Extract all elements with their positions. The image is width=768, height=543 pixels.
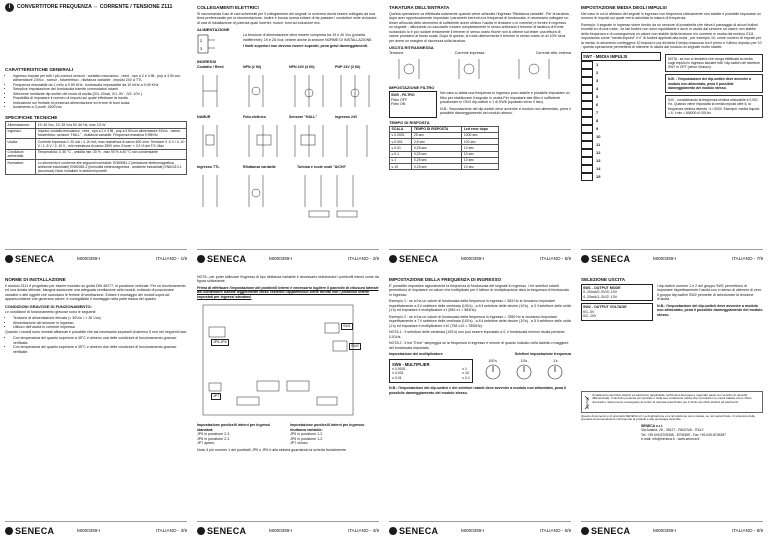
- table-cell: ≤ 10: [390, 164, 412, 170]
- input-label: Riluttanza variabile: [243, 165, 276, 170]
- doc-code: MI000359-I: [77, 256, 101, 261]
- page-7: [576, 0, 768, 271]
- example-2: Esempio 2 : se si ha un valore di fondoscala della frequenza in ingresso = 7850 Hz si dovranno impostare rispettivamente a 7 il selettore delle centinaia (100's) , a 8 il selettore delle decine (10's) , a 5 il selettore delle unità (1's) ed impostare il moltiplicatore x10 (758 x10 = 7850Hz).: [389, 314, 571, 328]
- install-text: Il modulo Z111 è progettato per essere montato su guida DIN 46277, in posizione verticale. Per un funzionamento ed una durata ottimale, bisogna assicurare una adeguata ventilazione al/ai moduli, evitando di posizionare canaline o altri oggetti che occludano le feritoie di ventilazione. Evitare il montaggio dei moduli sopra ad apparecchiature che generano calore; è consigliabile il montaggio nella parte bassa del quadro.: [5, 283, 186, 302]
- crossed-bin-icon: [584, 394, 589, 410]
- page-footer: [389, 521, 571, 540]
- dip-switch-toggle[interactable]: [581, 101, 593, 109]
- section-heading: IMPOSTAZIONE MEDIA DEGLI IMPULSI: [581, 5, 667, 10]
- dip-switch-toggle[interactable]: [581, 165, 593, 173]
- dip-switch-number: 9: [596, 126, 599, 132]
- dip-switch-number: 15: [596, 174, 601, 180]
- rotary-selector[interactable]: [484, 359, 502, 384]
- doc-code: MI000359-I: [77, 528, 101, 533]
- power-text: La tensione di alimentazione deve essere compresa tra 19 e 40 Vcc (polarità indifferente), 19 e 28 Vca; vedere anche la sezione NORME DI INSTALLAZIONE.: [243, 33, 373, 42]
- dip-switch-number: 5: [596, 94, 599, 100]
- doc-code: MI000359-I: [269, 528, 293, 533]
- condition-item: • Con temperatura del quadro superiore a 35°C e almeno due delle condizioni di funzionamento gravose verificate.: [13, 345, 187, 354]
- table-cell: 10 sec: [462, 164, 499, 170]
- rotary-selectors: [477, 359, 571, 384]
- feature-item: • Frequenza misurabile da 1 mHz a 9,99 KHz, fondoscala impostabile da 10 mHz a 9,99 KHz: [13, 83, 187, 87]
- feature-item: • Isolamento a 3 punti: 1500Vca: [13, 105, 187, 109]
- dip-switch-number: 11: [596, 142, 601, 148]
- table-cell: 1000 sec: [462, 132, 499, 138]
- inputs-row1-svg: [197, 71, 379, 111]
- dip-switch[interactable]: [581, 149, 661, 157]
- power-note: I limiti superiori non devono essere superati, pena gravi danneggiamenti.: [243, 44, 369, 49]
- spec-value: 19..40 Vcc, 19..28 Vca 50..60 Hz, max 2.5 W: [36, 122, 187, 128]
- response-time-table: [389, 126, 499, 171]
- dip-switch[interactable]: [581, 133, 661, 141]
- input-label: Foto-elettrico: [243, 115, 266, 120]
- feature-item: • Ingresso impulsi per tutti i più comuni sensori : contatto meccanico , reed , npn a 2 e 3 fili , pnp a 3 fili con alimentatore 24Vcc , namur , fotoelettrico , riluttanza variabile , impulsi 24V a TTL: [13, 74, 187, 83]
- power-heading: ALIMENTAZIONE: [197, 27, 230, 33]
- spec-key: Condizioni ambientali:: [6, 149, 36, 160]
- company-name: SENECA s.r.l.: [641, 424, 663, 429]
- filter-note: N.B.: l'impostazione dei dip-switch deve avvenire a modulo non alimentato, pena il possibile danneggiamento del modulo stesso.: [440, 106, 571, 116]
- section-heading: COLLEGAMENTI ELETTRICI: [197, 5, 259, 10]
- example-1: Esempio 1 : se si ha un valore di fondoscala della frequenza in ingresso = 583 Hz si dovranno impostare rispettivamente a 5 il selettore delle centinaia (100's) , a 8 il selettore delle decine (10's) , a 3 il selettore delle unità (1's) ed impostare il moltiplicatore x1 (583 x1 = 583Hz).: [389, 299, 571, 313]
- info-icon: i: [5, 3, 14, 12]
- average-text: Nel caso in cui si abbiano dei segnali in ingresso con frequenza ciclicamente non stabile è possibile impostare un numero di impulsi sul quale verrà calcolata la misura di frequenza.: [581, 11, 761, 21]
- doc-code: MI000359-I: [653, 256, 677, 261]
- sw2-block[interactable]: [581, 303, 653, 320]
- filter-heading: IMPOSTAZIONE FILTRO: [389, 85, 435, 91]
- table-row: [390, 164, 499, 170]
- spec-value: Lo strumento è conforme alle seguenti normative: EN50081-2 (emissione elettromagnetica , ambiente industriale) EN50082-2 (immunità elettromagnetica , ambiente industriale) EN61010-1 (sicurezza) Nota: Installare in ambienti protetti: [36, 160, 187, 175]
- dip-warning: N.B.: l'impostazione dei dip-switch deve avvenire a modulo non alimentato, pena il possibile danneggiamento del modulo stesso.: [657, 303, 763, 317]
- seneca-logo: SENECA: [581, 526, 630, 537]
- company-info: [641, 424, 763, 441]
- conditions-text: Le condizioni di funzionamento gravose sono le seguenti:: [5, 309, 97, 314]
- jumper-item: JP5 in posizione 2-3: [197, 432, 230, 437]
- dip-switch[interactable]: [581, 85, 661, 93]
- dip-switch-number: 6: [596, 102, 599, 108]
- dip-switch[interactable]: [581, 141, 661, 149]
- jumper-label: SW1: [343, 324, 351, 329]
- calibration-text: Questa operazione va effettuata solamente quando viene utilizzato l'ingresso 'Riluttanza variabile'. Per la taratura , dopo aver opportunamente impostato i parametri inerenti a la frequenza di fondoscala, è necessario collegare un tester all'uscita dello strumento di sufficiente avere utilizzo l'uscita in tensione o in corrente) e fornire in ingresso un segnale , utilizzando un cacciavite ruotare completamente in senso antiorario il trimmer di taratura di fronte ruotandolo lo è poi ruotare lentamente il trimmer in senso orario finché non si ottiene sul tester una lettura di valore prossimo al fondo scala. Dopo di questo, si ruota ulteriormente il trimmer in senso orario di un 10% circa per avere un margine di sicurezza sulla taratura.: [389, 11, 571, 43]
- rotary-selector[interactable]: [515, 359, 533, 384]
- sw6-multiplier-block[interactable]: [389, 359, 473, 384]
- sw7-switches: [581, 61, 661, 186]
- doc-code: MI000359-I: [461, 528, 485, 533]
- multiplier-option: x 0.0001: [392, 366, 406, 371]
- dip-switch-toggle[interactable]: [581, 149, 593, 157]
- multiplier-option: x 0.1: [462, 375, 470, 380]
- reluctance-jumpers: [290, 423, 379, 445]
- spec-table: [5, 121, 187, 175]
- warning-text: Prima di effettuare l'impostazione dei ponticelli interni è necessario togliere il pannello di chiusura laterale del contenitore tramite leggermente verso l'esterno l'apparecchio viene fornito con i ponticelli interni impostati per ingressi standard.: [197, 285, 379, 299]
- sw5-label: SW5 - FILTRO: [391, 93, 415, 98]
- section-heading: IMPOSTAZIONE DELLA FREQUENZA DI INGRESSO: [389, 277, 502, 282]
- feature-item: • Possibilità di impostare il numero di impulsi sul quale effettuare la media: [13, 96, 187, 100]
- dip-switch[interactable]: [581, 69, 661, 77]
- condition-item: • Utilizzo dell'uscita in corrente impressa: [13, 325, 187, 329]
- table-cell: 10 sec: [462, 145, 499, 151]
- input-label: Ingresso TTL: [197, 165, 220, 170]
- sw5-filter-switch[interactable]: [389, 91, 437, 117]
- page-number: ITALIANO - 6/8: [539, 528, 571, 533]
- table-row: [6, 139, 187, 150]
- sw1-block[interactable]: [581, 284, 653, 301]
- output-label: Tensione: [389, 51, 404, 56]
- frequency-note: N.B. : considerando la frequenza minima misurabile è 0,001 Hz. Quando viene impostata la media impulsi oltre 6, la frequenza minima diventa : k / 6000. Esempio: media impulsi = 6, f min = 6/6000=0.001Hz: [665, 95, 763, 118]
- filter-on-label: Filtro ON: [391, 102, 406, 107]
- feature-item: • Indicazione sul frontale di presenza alimentazione ed errore di fuori scala.: [13, 101, 187, 105]
- jumper-item: JP6 in posizione 2-3: [197, 436, 230, 441]
- disposal-text: Smaltimento dei rifiuti elettrici ed elettronici (applicabile nell'Unione Europea e negli altri paesi con servizio di raccolta differenziata). Il simbolo presente sul prodotto o sulla sua confezione indica che il prodotto non verrà trattato come rifiuto domestico. Sarà invece consegnato al centro di raccolta autorizzato per il riciclo dei rifiuti elettrici ed elettronici.: [592, 392, 752, 405]
- rotary-dial-icon: [484, 363, 502, 381]
- conditions-heading: CONDIZIONI GRAVOSE DI FUNZIONAMENTO:: [5, 303, 92, 309]
- dip-switch[interactable]: [581, 61, 661, 69]
- dip-switch-number: 14: [596, 166, 601, 172]
- dip-switch-number: 7: [596, 110, 599, 116]
- dip-switch-toggle[interactable]: [581, 61, 593, 69]
- input-label: NPN 24V (3 fili): [289, 65, 315, 70]
- page-1: [0, 0, 192, 271]
- page-4: [192, 272, 384, 543]
- standard-jumpers: [197, 423, 286, 445]
- dip-switch[interactable]: [581, 173, 661, 181]
- table-row: [6, 128, 187, 139]
- standard-caption: Impostazione ponticelli interni per ingressi standard:: [197, 423, 271, 432]
- table-cell: 0,25 sec: [412, 151, 462, 157]
- conditions-list-2: [5, 336, 187, 354]
- output-wiring-diagram: [389, 56, 569, 82]
- seneca-logo: SENECA: [5, 526, 54, 537]
- table-cell: ≤ 0.0001: [390, 132, 412, 138]
- conditions-list: [5, 316, 187, 329]
- seneca-logo: SENECA: [389, 254, 438, 265]
- table-cell: ≤ 0.01: [390, 145, 412, 151]
- spec-value: Impulsi: contatto meccanico , reed , npn a 2 e 3 fili , pnp a 3 fili con alimentatore 24Vcc , namur , fotoelettrico ,sensore "HALL" , riluttanza variabile. Frequenza massima 9,99KHz: [36, 128, 187, 139]
- dip-switch-toggle[interactable]: [581, 125, 593, 133]
- page-title: CONVERTITORE FREQUENZA ⇔ CORRENTE / TENSIONE Z111: [17, 4, 173, 11]
- section-heading: NORME DI INSTALLAZIONE: [5, 277, 66, 282]
- frequency-text: E' possibile impostare agevolmente la frequenza di fondoscala del segnale in ingresso. I tre selettori rotanti permettono di impostare un valore che moltiplicato per il fattore di moltiplicazione darà la frequenza di fondoscala in ingresso.: [389, 283, 569, 297]
- rotary-label: 10's: [520, 358, 528, 363]
- inputs-row2-svg: [197, 121, 379, 161]
- doc-code: MI000359-I: [653, 528, 677, 533]
- condition-item: • Alimentazione del sensore in ingresso: [13, 321, 187, 325]
- board-diagram: [197, 301, 379, 421]
- spec-value: Corrente impressa 0..20 mA / 4..20 mA, max resistenza di carico 600 ohm. Tensione 0..5 V / 0..10 V / 1..5 V / 2..10 V , min resistenza di carico 2500 ohm. Errore: < 0.3 % del F.S. Max: [36, 139, 187, 150]
- dip-switch-toggle[interactable]: [581, 157, 593, 165]
- dip-switch[interactable]: [581, 109, 661, 117]
- jumper-label: SW2: [351, 344, 359, 349]
- jumper-item: JP7 chiuso: [290, 441, 308, 446]
- page-2: [192, 0, 384, 271]
- dip-switch-toggle[interactable]: [581, 133, 593, 141]
- multiplier-title: Impostazione del moltiplicatore: [389, 352, 443, 357]
- table-cell: 100 sec: [462, 139, 499, 145]
- dip-switch-number: 1: [596, 62, 599, 68]
- table-cell: ≤ 1: [390, 157, 412, 163]
- page-5: [384, 0, 576, 271]
- column-header: Led error dopo: [462, 126, 499, 132]
- sw2-option: 0/2..10V: [583, 314, 597, 319]
- dip-switch-toggle[interactable]: [581, 141, 593, 149]
- dip-switch-toggle[interactable]: [581, 93, 593, 101]
- dip-switch-number: 12: [596, 150, 601, 156]
- board-svg: [197, 301, 377, 421]
- dip-switch-number: 3: [596, 78, 599, 84]
- section-heading: SELEZIONE USCITA: [581, 277, 626, 282]
- table-cell: 2,5 sec: [412, 139, 462, 145]
- disposal-box: [581, 391, 763, 413]
- company-email[interactable]: e-mail: info@seneca.it - www.seneca.it: [641, 436, 700, 441]
- dip-switch[interactable]: [581, 125, 661, 133]
- page-footer: [5, 249, 187, 268]
- jumper-item: JP6 in posizione 1-2: [290, 436, 323, 441]
- inputs-diagram: [197, 65, 379, 225]
- filter-off-label: Filtro OFF: [391, 97, 408, 102]
- dip-switch[interactable]: [581, 77, 661, 85]
- condition-item: • Con temperatura del quadro superiore a 45°C e almeno una delle condizioni di funzionamento gravose verificata.: [13, 336, 187, 345]
- multiplier-option: x 0.001: [392, 371, 404, 376]
- section-heading: TARATURA DELL'ENTRATA: [389, 5, 450, 10]
- seneca-logo: SENECA: [389, 526, 438, 537]
- page-footer: [197, 521, 379, 540]
- page-footer: [5, 521, 187, 540]
- page-number: ITALIANO - 8/8: [731, 528, 763, 533]
- sw1-option: 0..20mA/0..5V/0..10V: [583, 290, 618, 295]
- average-example: Esempio: il segnale in ingresso viene fornito da un sensore di prossimità che rileva il passaggio di alcuni bulloni montati su di una ruota ; se tali bulloni non sono equidistanti e anch in uscita dal sensore un valore non stabile della frequenza e di conseguenza un valore non stabile della tensione e/o corrente in uscita dal modulo Z111. Impostando come "media impulsi" il n° di bulloni applicati alla ruota , per esempio 10, come numero di impulsi per la media, lo strumento conteggerà 10 impulsi e poi dividerà il tempo trascorso tra il primo e l'ultimo impulso per 10 : questa operazione permetterà di ottenere in uscita dal modulo un segnale molto stabile.: [581, 22, 762, 50]
- rotary-dial-icon: [546, 363, 564, 381]
- dip-switch-toggle[interactable]: [581, 173, 593, 181]
- sw2-option: 0/1..5V: [583, 309, 595, 314]
- dip-switch-number: 2: [596, 70, 599, 76]
- dip-switch[interactable]: [581, 165, 661, 173]
- nota-2: NOTA 2 : Il led "Error" lampeggia se la frequenza in ingresso è minore di quanto indicato nella tabella o maggiore del fondoscala impostato.: [389, 341, 569, 350]
- jumper-item: JP7 aperto: [197, 441, 215, 446]
- table-cell: 0,25 sec: [412, 157, 462, 163]
- input-label: NAMUR: [197, 115, 211, 120]
- legal-text: Questo documento è di proprietà SENECA srl. La duplicazione e la riproduzione sono vietate, se non autorizzate. Il contenuto della presente documentazione corrisponde ai prodotti e alle tecnologie descritte.: [581, 413, 755, 422]
- multiplier-option: x 0.01: [392, 375, 402, 380]
- page-3: [0, 272, 192, 543]
- output-label: Corrente impressa: [454, 51, 485, 56]
- svg-text:3: 3: [200, 46, 203, 52]
- dip-switch-toggle[interactable]: [581, 77, 593, 85]
- table-cell: 0,25 sec: [412, 145, 462, 151]
- rotary-selector[interactable]: [546, 359, 564, 384]
- jumper-label: JP7: [213, 394, 220, 399]
- dip-switch-number: 13: [596, 158, 601, 164]
- table-row: [6, 149, 187, 160]
- table-cell: ≤ 0.1: [390, 151, 412, 157]
- company-phone: Tel. +39.049.8705355 - 8705359 - Fax +39.049.8706287: [641, 432, 727, 437]
- sw7-switch-block: [581, 52, 661, 186]
- sw1-title: SW1 - OUTPUT MODE: [583, 285, 621, 290]
- sw7-title: SW7 - MEDIA IMPULSI: [581, 52, 661, 61]
- output-heading: USCITA RITRASMESSA: [389, 45, 434, 51]
- input-label: NPN (2 fili): [243, 65, 262, 70]
- output-label: Corrente attiv. esterna: [535, 51, 571, 56]
- page-number: ITALIANO - 2/8: [347, 256, 379, 261]
- dip-switch-warning: N.B. : l'impostazione dei dip-switch deve avvenire a modulo non alimentato, pena il possibile danneggiamento del modulo stesso.: [665, 74, 763, 93]
- spec-heading: SPECIFICHE TECNICHE: [5, 114, 58, 120]
- table-cell: 25 sec: [412, 132, 462, 138]
- input-label: PNP 24V (3 fili): [335, 65, 361, 70]
- inputs-row3-svg: [197, 171, 379, 221]
- rotary-label: 100's: [488, 358, 497, 363]
- table-cell: 10 sec: [462, 151, 499, 157]
- intro-text: Si raccomanda l'uso di cavi schermati per il collegamento dei segnali; lo schermo dovrà essere collegato ad una terra preferenziale per la strumentazione. Inoltre è buona norma evitare di far passare i conduttori nelle vicinanze di cavi di installazione di potenza quali inverter, motori, forni ad induzione ecc.: [197, 11, 377, 25]
- dip-switch-toggle[interactable]: [581, 69, 593, 77]
- sw1-option: 4..20mA/1..5V/2..10V: [583, 294, 618, 299]
- jumper-item: JP5 in posizione 1-2: [290, 432, 323, 437]
- output-text: I dip-switch numero 1 e 2 del gruppo SW1 permettono di impostare rispettivamente l'uscita con in senso di ottenere di zero. Il gruppo dip-switch SW2 permette di selezionare la tensione d'uscita.: [657, 283, 762, 302]
- input-label: Contatto / Reed: [197, 65, 224, 70]
- input-label: Sensore "HALL": [289, 115, 318, 120]
- doc-code: MI000359-I: [461, 256, 485, 261]
- power-terminal-diagram: [197, 33, 239, 55]
- reluctance-caption: Impostazione ponticelli interni per ingresso riluttanza variabile:: [290, 423, 365, 432]
- svg-text:2: 2: [200, 38, 203, 44]
- page-6: [384, 272, 576, 543]
- bottom-note: Nota: il pin numero 1 dei ponticelli JP5 e JP6 è alla sinistra guardando la scheda frontalmente.: [197, 447, 347, 452]
- top-note: NOTA : per poter utilizzare l'ingresso di tipo riluttanza variabile è necessario selezionare i ponticelli interni come da figura sottostante.: [197, 275, 379, 284]
- dip-switch-toggle[interactable]: [581, 85, 593, 93]
- seneca-logo: SENECA: [197, 526, 246, 537]
- dip-switch-number: 4: [596, 86, 599, 92]
- dip-switch-toggle[interactable]: [581, 109, 593, 117]
- dip-warning: N.B.: l'impostazione dei dip-switch e dei selettori rotanti deve avvenire a modulo non alimentato, pena il possibile danneggiamento del modulo stesso.: [389, 386, 567, 395]
- table-cell: 0,25 sec: [412, 164, 462, 170]
- condition-item: • Tensione di alimentazione elevata (> 30Vcc / > 26 Vca): [13, 316, 187, 320]
- page-footer: [581, 521, 763, 540]
- doc-code: MI000359-I: [269, 256, 293, 261]
- rotary-title: Selettori impostazione frequenza: [514, 352, 571, 357]
- dip-switch[interactable]: [581, 101, 661, 109]
- company-address: Via Austria, 26 - 35127 - PADOVA - ITALY: [641, 428, 704, 433]
- multiplier-option: x 10: [462, 371, 469, 376]
- input-label: Ingresso 24V: [335, 115, 358, 120]
- dip-switch[interactable]: [581, 93, 661, 101]
- rotary-label: 1's: [553, 358, 558, 363]
- nota-1: NOTA 1 : Il selettore delle centinaia (100's) non può essere impostato a 0, il fondoscala minimo risulta pertanto 0,01Hz.: [389, 330, 565, 339]
- features-list: [5, 74, 187, 110]
- table-cell: 10 sec: [462, 157, 499, 163]
- page-footer: [197, 249, 379, 268]
- dip-switch[interactable]: [581, 117, 661, 125]
- page-number: ITALIANO - 1/8: [155, 256, 187, 261]
- output-switches: [581, 284, 653, 321]
- conditions-text-2: Quando i moduli sono montati affiancati è possibile che sia necessario separarli di almeno 5 mm nei seguenti casi:: [5, 329, 187, 334]
- spec-key: Normative:: [6, 160, 36, 175]
- input-label: Turbina e ruote ovali "AICHI": [297, 165, 347, 170]
- dip-switch-number: 8: [596, 118, 599, 124]
- column-header: SCALA: [390, 126, 412, 132]
- spec-key: Ingresso:: [6, 128, 36, 139]
- response-time-heading: TEMPO DI RISPOSTA: [389, 119, 430, 125]
- page-number: ITALIANO - 4/8: [347, 528, 379, 533]
- jumper-label: JP5-JP6: [213, 340, 227, 345]
- rotary-dial-icon: [515, 363, 533, 381]
- seneca-logo: SENECA: [581, 254, 630, 265]
- page-number: ITALIANO - 3/8: [155, 528, 187, 533]
- sw6-title: SW6 - MULTIPLIER: [392, 361, 430, 367]
- spec-key: Uscita:: [6, 139, 36, 150]
- filter-text: Nel caso si abbia una frequenza in ingresso poco stabile è possibile impostare un filtro per stabilizzare il segnale in uscita.Per impostare tale filtro è sufficiente posizionare in ON il dip-switch n.1 di SW6 (spostato verso il lato).: [440, 91, 570, 105]
- page-footer: [389, 249, 571, 268]
- feature-item: • Semplice impostazione del fondoscala tramite commutatori rotanti.: [13, 87, 187, 91]
- sw2-title: SW2 - OUTPUT VOLTAGE: [583, 305, 627, 310]
- page-8: [576, 272, 768, 543]
- column-header: TEMPO DI RISPOSTA: [412, 126, 462, 132]
- feature-item: • Selezione mediante dip-switch del modo di uscita (0/4..20mA, 0/1..5V , 0/2..10V ).: [13, 92, 187, 96]
- spec-value: Temperatura: 0..50 °C , umidità min: 30 % , max 90 % a 40 °C non condensante: [36, 149, 187, 160]
- dip-switch-toggle[interactable]: [581, 117, 593, 125]
- average-note: NOTA : se non si desidera che venga effettuata la media sugli impulsi in ingresso lasciare tutti i dip-switch del selettore SW7 in OFF (verso il basso).: [665, 54, 763, 73]
- seneca-logo: SENECA: [197, 254, 246, 265]
- seneca-logo: SENECA: [5, 254, 54, 265]
- section-heading: CARATTERISTICHE GENERALI: [5, 67, 74, 72]
- dip-switch-number: 10: [596, 134, 601, 140]
- table-cell: ≤ 0.001: [390, 139, 412, 145]
- table-row: [6, 160, 187, 175]
- inputs-heading: INGRESSI: [197, 59, 217, 65]
- page-number: ITALIANO - 5/8: [539, 256, 571, 261]
- dip-switch[interactable]: [581, 157, 661, 165]
- spec-key: Alimentazione:: [6, 122, 36, 128]
- page-footer: [581, 249, 763, 268]
- page-number: ITALIANO - 7/8: [731, 256, 763, 261]
- multiplier-option: x 1: [462, 366, 467, 371]
